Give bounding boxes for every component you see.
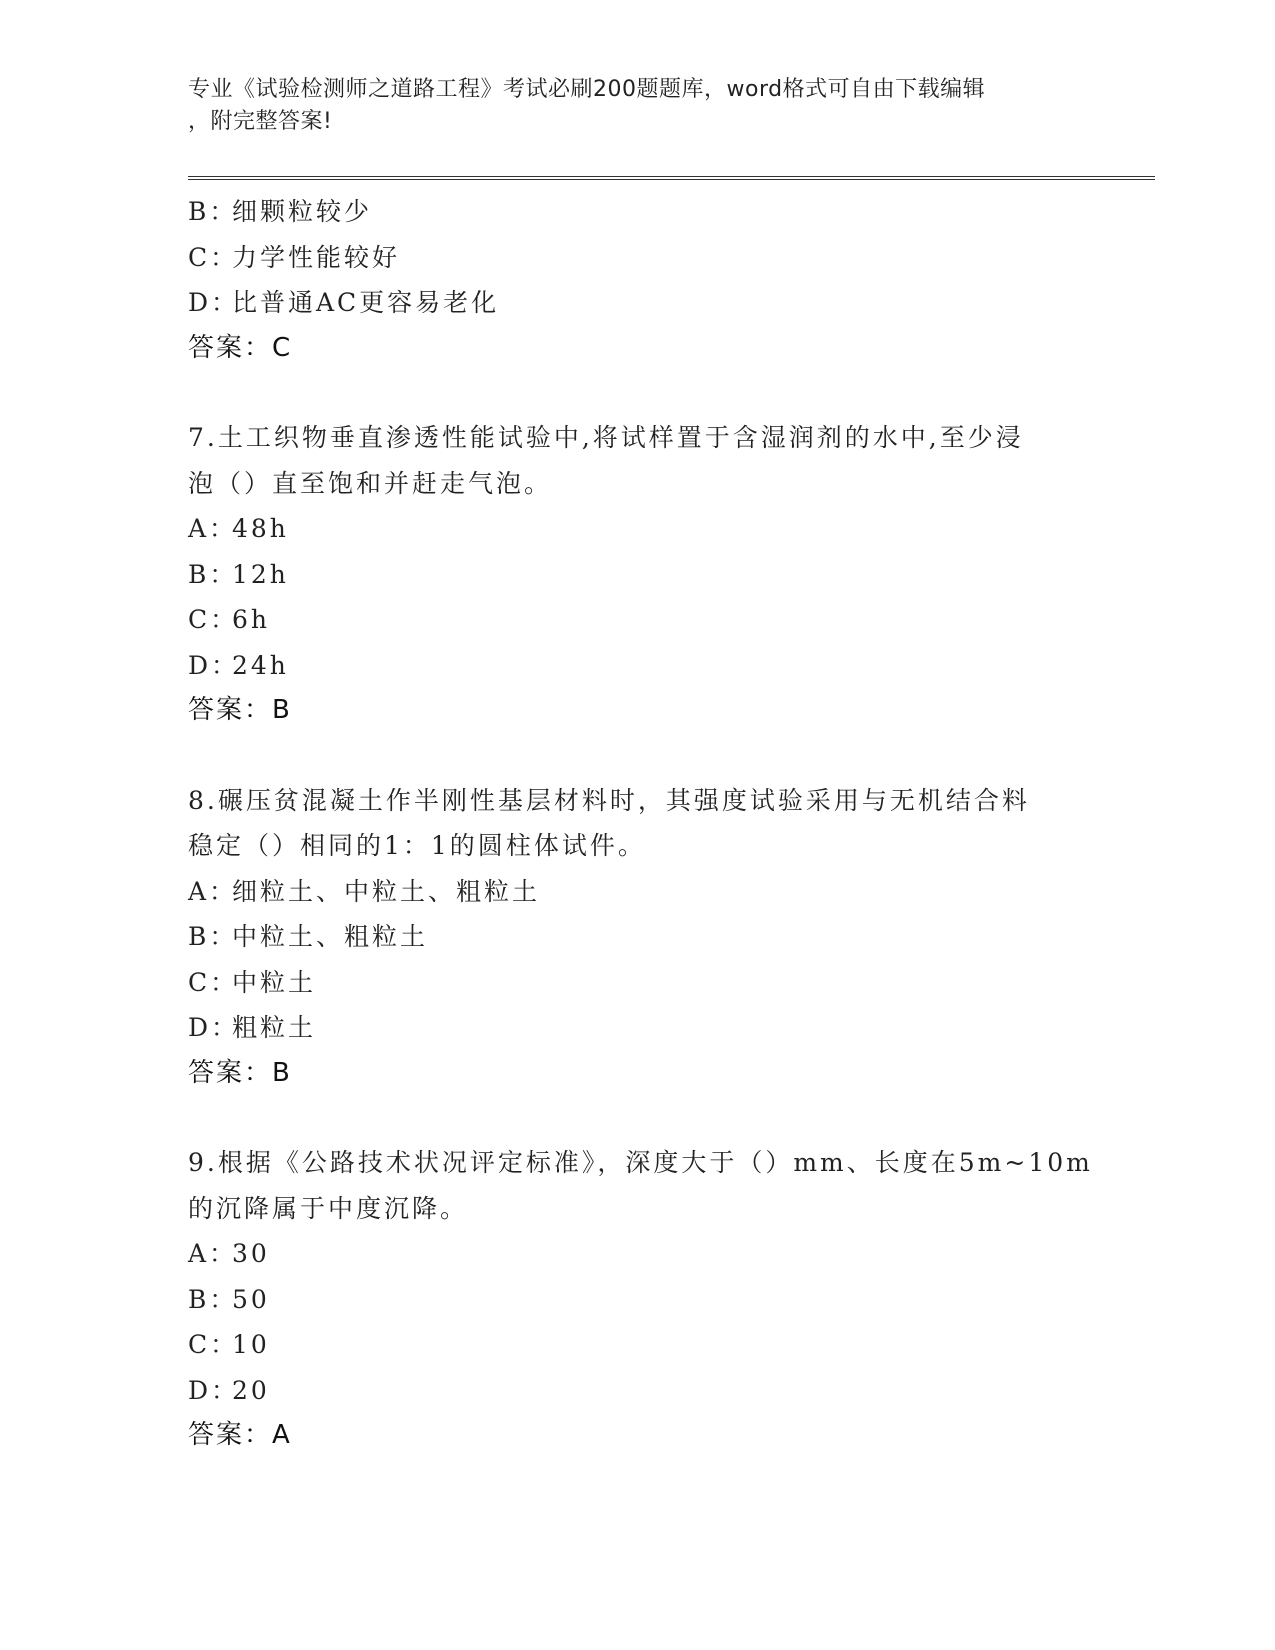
option-text: 力学性能较好 bbox=[232, 242, 401, 272]
option-text: 48h bbox=[232, 514, 289, 543]
answer-line: 答案：A bbox=[188, 1420, 292, 1450]
option-c bbox=[188, 235, 1068, 281]
option-key: C： bbox=[188, 242, 239, 272]
option-key: B： bbox=[188, 197, 238, 226]
option-b bbox=[188, 189, 1068, 235]
option-key: A： bbox=[188, 1239, 238, 1268]
option-a bbox=[188, 506, 1068, 552]
option-c bbox=[188, 960, 1068, 1006]
header-title-line-1: 专业《试验检测师之道路工程》考试必刷200题题库，word格式可自由下载编辑 bbox=[188, 77, 986, 102]
option-key: D： bbox=[188, 1013, 240, 1042]
option-text: 6h bbox=[232, 605, 271, 634]
option-text: 30 bbox=[232, 1239, 270, 1268]
option-d bbox=[188, 1005, 1068, 1051]
option-text: 12h bbox=[232, 559, 289, 589]
option-key: A： bbox=[188, 876, 238, 906]
answer-line: 答案：B bbox=[188, 1057, 292, 1088]
option-d bbox=[188, 1368, 1068, 1414]
option-text: 20 bbox=[232, 1375, 270, 1405]
option-text: 粗粒土 bbox=[232, 1013, 317, 1042]
option-key: D： bbox=[188, 1375, 240, 1405]
option-key: C： bbox=[188, 1330, 239, 1359]
option-key: B： bbox=[188, 1284, 238, 1314]
prev-question-options bbox=[188, 189, 1068, 371]
option-text: 24h bbox=[232, 650, 289, 680]
option-text: 中粒土 bbox=[232, 967, 317, 997]
question-content bbox=[188, 189, 1093, 1459]
option-a bbox=[188, 1231, 1068, 1277]
header-divider bbox=[188, 176, 1155, 180]
option-a bbox=[188, 869, 1068, 915]
question-stem-line-1: 9.根据《公路技术状况评定标准》，深度大于（）mm、长度在5m~10m bbox=[188, 1148, 1093, 1177]
option-c bbox=[188, 1322, 1068, 1368]
question-stem-line-2: 泡（）直至饱和并赶走气泡。 bbox=[188, 468, 553, 498]
page-header bbox=[188, 74, 1068, 138]
option-key: C： bbox=[188, 967, 239, 997]
question-stem-line-1: 8.碾压贫混凝土作半刚性基层材料时，其强度试验采用与无机结合料 bbox=[188, 785, 1030, 815]
option-d bbox=[188, 280, 1068, 326]
option-c bbox=[188, 597, 1068, 643]
option-key: C： bbox=[188, 605, 239, 634]
option-text: 10 bbox=[232, 1330, 270, 1359]
option-text: 细粒土、中粒土、粗粒土 bbox=[232, 876, 541, 906]
question-9 bbox=[188, 1140, 1093, 1459]
option-text: 细颗粒较少 bbox=[232, 197, 373, 226]
question-8 bbox=[188, 778, 1068, 1097]
option-key: D： bbox=[188, 288, 240, 317]
answer-line: 答案：C bbox=[188, 332, 293, 363]
question-7 bbox=[188, 415, 1068, 734]
question-stem-line-2: 稳定（）相同的1：1的圆柱体试件。 bbox=[188, 831, 646, 860]
answer-line: 答案：B bbox=[188, 695, 292, 725]
option-text: 中粒土、粗粒土 bbox=[232, 922, 429, 951]
question-stem-line-1: 7.土工织物垂直渗透性能试验中,将试样置于含湿润剂的水中,至少浸 bbox=[188, 423, 1024, 452]
option-b bbox=[188, 1277, 1068, 1323]
option-d bbox=[188, 643, 1068, 689]
option-key: B： bbox=[188, 559, 238, 589]
question-stem-line-2: 的沉降属于中度沉降。 bbox=[188, 1193, 469, 1223]
option-key: A： bbox=[188, 514, 238, 543]
option-b bbox=[188, 914, 1068, 960]
header-title-line-2: ，附完整答案! bbox=[188, 109, 333, 134]
option-text: 50 bbox=[232, 1284, 270, 1314]
option-b bbox=[188, 552, 1068, 598]
option-key: D： bbox=[188, 650, 240, 680]
option-text: 比普通AC更容易老化 bbox=[232, 288, 500, 317]
option-key: B： bbox=[188, 922, 238, 951]
